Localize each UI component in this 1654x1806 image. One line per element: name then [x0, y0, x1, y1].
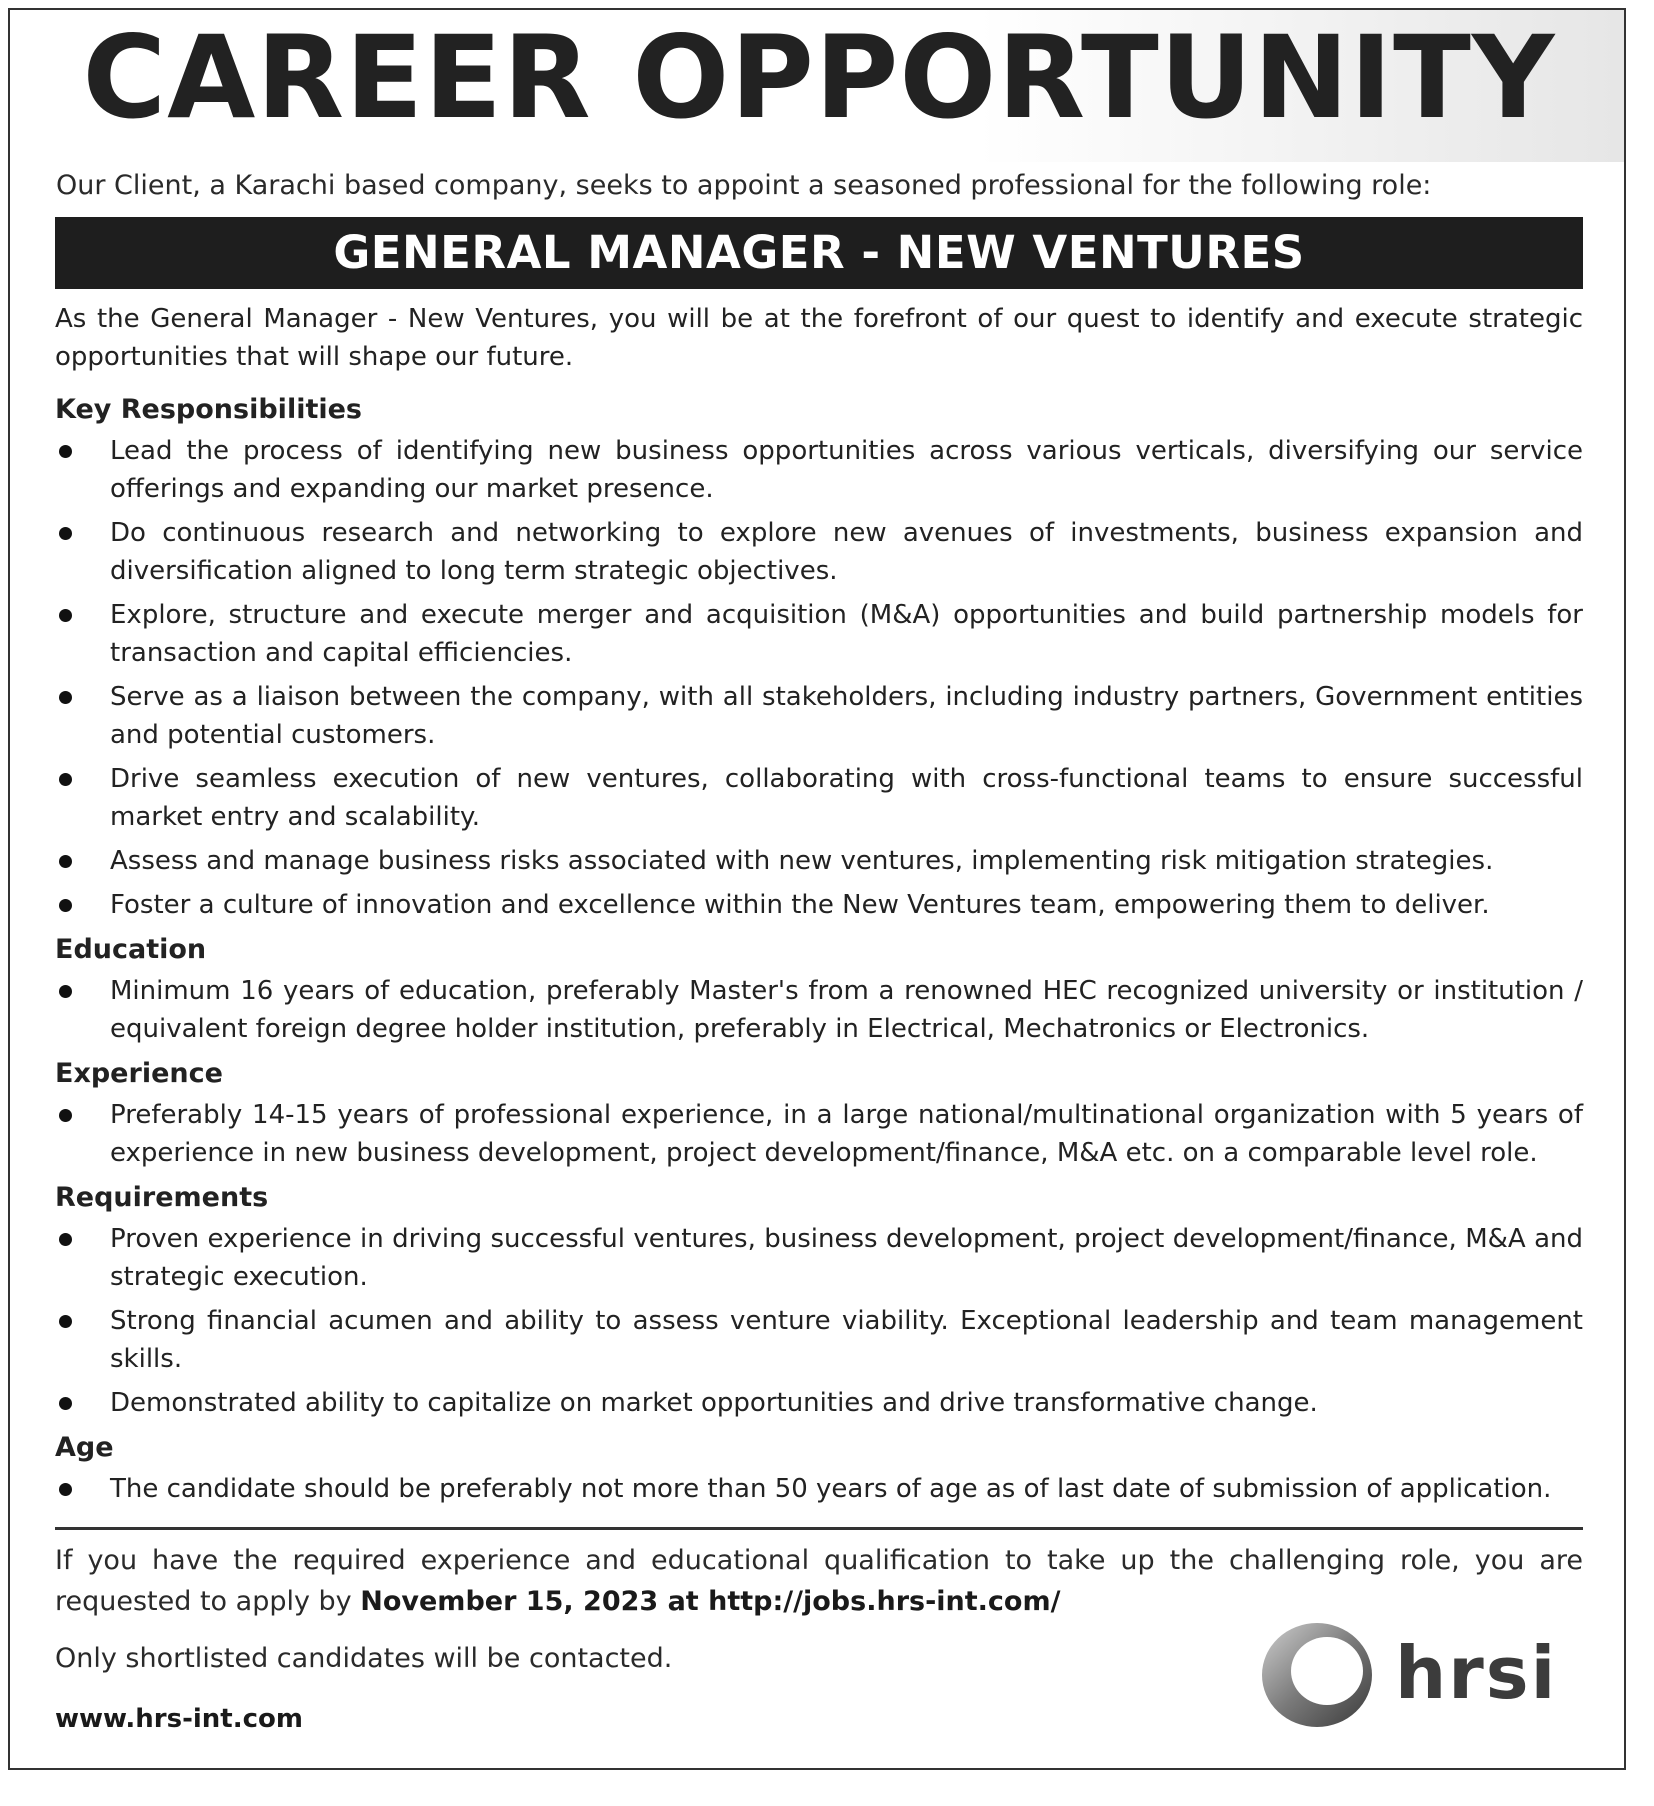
bullet-icon: [59, 445, 72, 458]
ring-logo-icon: [1255, 1615, 1385, 1735]
divider: [55, 1527, 1583, 1530]
website-link[interactable]: www.hrs-int.com: [55, 1704, 303, 1734]
list-item: Strong financial acumen and ability to assess venture viability. Exceptional leadership and team management skills.: [55, 1302, 1583, 1378]
headline: CAREER OPPORTUNITY: [82, 11, 1556, 144]
bullet-icon: [59, 1109, 72, 1122]
responsibilities-list: [55, 432, 1583, 924]
age-list: [55, 1470, 1583, 1508]
section-heading-responsibilities: Key Responsibilities: [55, 394, 362, 425]
section-heading-requirements: Requirements: [55, 1182, 269, 1213]
list-item: Demonstrated ability to capitalize on market opportunities and drive transformative change.: [55, 1384, 1583, 1422]
bullet-icon: [59, 1315, 72, 1328]
list-item: Proven experience in driving successful ventures, business development, project development/finance, M&A and strategic execution.: [55, 1220, 1583, 1296]
list-item: The candidate should be preferably not more than 50 years of age as of last date of submission of application.: [55, 1470, 1583, 1508]
education-list: [55, 972, 1583, 1048]
list-item: Minimum 16 years of education, preferably Master's from a renowned HEC recognized university or institution / equivalent foreign degree holder institution, preferably in Electrical, Mechatronics or Electronics.: [55, 972, 1583, 1048]
bullet-icon: [59, 1483, 72, 1496]
list-item: Lead the process of identifying new business opportunities across various verticals, diversifying our service offerings and expanding our market presence.: [55, 432, 1583, 508]
lead-paragraph: As the General Manager - New Ventures, you will be at the forefront of our quest to identify and execute strategic opportunities that will shape our future.: [55, 304, 1583, 372]
bullet-icon: [59, 899, 72, 912]
list-item: Assess and manage business risks associated with new ventures, implementing risk mitigation strategies.: [55, 842, 1583, 880]
list-item: Serve as a liaison between the company, with all stakeholders, including industry partners, Government entities and potential customers.: [55, 678, 1583, 754]
bullet-icon: [59, 855, 72, 868]
bullet-icon: [59, 609, 72, 622]
bullet-icon: [59, 773, 72, 786]
bullet-icon: [59, 985, 72, 998]
section-heading-experience: Experience: [55, 1058, 223, 1089]
bullet-icon: [59, 691, 72, 704]
ad-body: [55, 300, 1583, 1514]
application-deadline: November 15, 2023: [360, 1586, 659, 1617]
application-url-link[interactable]: http://jobs.hrs-int.com/: [708, 1586, 1061, 1617]
intro-text: Our Client, a Karachi based company, seeks to appoint a seasoned professional for the following role:: [56, 170, 1432, 201]
requirements-list: [55, 1220, 1583, 1422]
bullet-icon: [59, 1233, 72, 1246]
shortlist-note: Only shortlisted candidates will be contacted.: [55, 1643, 673, 1674]
role-title: GENERAL MANAGER - NEW VENTURES: [55, 217, 1583, 289]
bullet-icon: [59, 1397, 72, 1410]
list-item: Preferably 14-15 years of professional experience, in a large national/multinational organization with 5 years of experience in new business development, project development/finance, M&A etc. on a comparable level role.: [55, 1096, 1583, 1172]
section-heading-education: Education: [55, 934, 207, 965]
list-item: Do continuous research and networking to explore new avenues of investments, business expansion and diversification aligned to long term strategic objectives.: [55, 514, 1583, 590]
list-item: Explore, structure and execute merger and acquisition (M&A) opportunities and build partnership models for transaction and capital efficiencies.: [55, 596, 1583, 672]
list-item: Drive seamless execution of new ventures, collaborating with cross-functional teams to ensure successful market entry and scalability.: [55, 760, 1583, 836]
experience-list: [55, 1096, 1583, 1172]
apply-instructions: If you have the required experience and educational qualification to take up the challenging role, you are requested to apply by November 15, 2023 at http://jobs.hrs-int.com/: [55, 1545, 1583, 1617]
company-logo: [1255, 1615, 1595, 1735]
section-heading-age: Age: [55, 1432, 114, 1463]
bullet-icon: [59, 527, 72, 540]
logo-wordmark: hrsi: [1395, 1631, 1558, 1715]
list-item: Foster a culture of innovation and excellence within the New Ventures team, empowering them to deliver.: [55, 886, 1583, 924]
